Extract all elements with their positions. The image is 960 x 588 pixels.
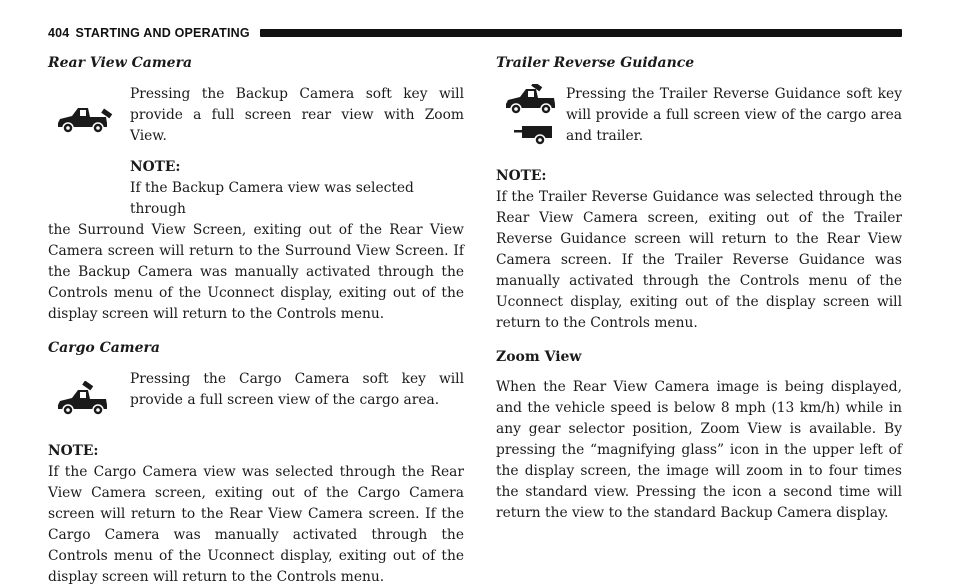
trailer-note-text: If the Trailer Reverse Guidance was selected through the Rear View Camera screen, exiting out of the Trailer Reverse Guidance screen will return to the Rear View Camera screen. If the Trailer Reverse Guidance was manually activated through the Controls menu of the Uconnect display, exiting out of the display screen will return to the Controls menu.: [496, 189, 902, 331]
rear-view-note-text: the Surround View Screen, exiting out of the Rear View Camera screen will return to the Surround View Screen. If the Backup Camera was manually activated through the Controls menu of the Uconnect display, exiting out of the display screen will return to the Controls menu.: [48, 222, 464, 322]
trailer-reverse-guidance-body: Pressing the Trailer Reverse Guidance soft key will provide a full screen view of the cargo area and trailer.: [566, 86, 902, 144]
cargo-camera-section: [48, 339, 464, 588]
right-column: [496, 54, 902, 524]
truck-cargo-camera-icon: [54, 381, 120, 421]
rear-view-camera-section: [48, 54, 464, 325]
trailer-note-label: NOTE:: [496, 168, 547, 184]
trailer-block: [496, 84, 902, 156]
cargo-camera-block: [48, 369, 464, 435]
page-number: 404: [48, 26, 70, 40]
header-rule: [260, 29, 902, 37]
trailer-reverse-guidance-section: [496, 54, 902, 334]
cargo-note-text: If the Cargo Camera view was selected through the Rear View Camera screen, exiting out of the Cargo Camera screen will return to the Rear View Camera screen. If the Cargo Camera was manually activated through the Controls menu of the Uconnect display, exiting out of the display screen will return to the Controls menu.: [48, 464, 464, 585]
truck-camera-icon: [54, 105, 120, 139]
rear-view-note-label: NOTE:: [130, 159, 181, 175]
page-header: [48, 25, 902, 41]
rear-view-camera-heading: Rear View Camera: [48, 55, 193, 71]
cargo-camera-heading: Cargo Camera: [48, 340, 160, 356]
rear-view-note-first-line: If the Backup Camera view was selected through: [130, 180, 414, 217]
truck-trailer-camera-icon: [502, 84, 568, 150]
trailer-reverse-guidance-heading: Trailer Reverse Guidance: [496, 55, 695, 71]
rear-view-block: [48, 84, 464, 220]
rear-view-camera-body: Pressing the Backup Camera soft key will provide a full screen rear view with Zoom View.: [130, 86, 464, 144]
left-column: [48, 54, 464, 588]
cargo-note-label: NOTE:: [48, 443, 99, 459]
zoom-view-body: When the Rear View Camera image is being displayed, and the vehicle speed is below 8 mph (13 km/h) while in any gear selector position, Zoom View is available. By pressing the “magnifying glass” icon in the upper left of the display screen, the image will zoom in to four times the standard view. Pressing the icon a second time will return the view to the standard Backup Camera display.: [496, 379, 902, 521]
cargo-camera-body: Pressing the Cargo Camera soft key will provide a full screen view of the cargo area.: [130, 371, 464, 408]
zoom-view-section: [496, 348, 902, 524]
section-title: STARTING AND OPERATING: [75, 26, 250, 40]
zoom-view-heading: Zoom View: [496, 349, 582, 365]
